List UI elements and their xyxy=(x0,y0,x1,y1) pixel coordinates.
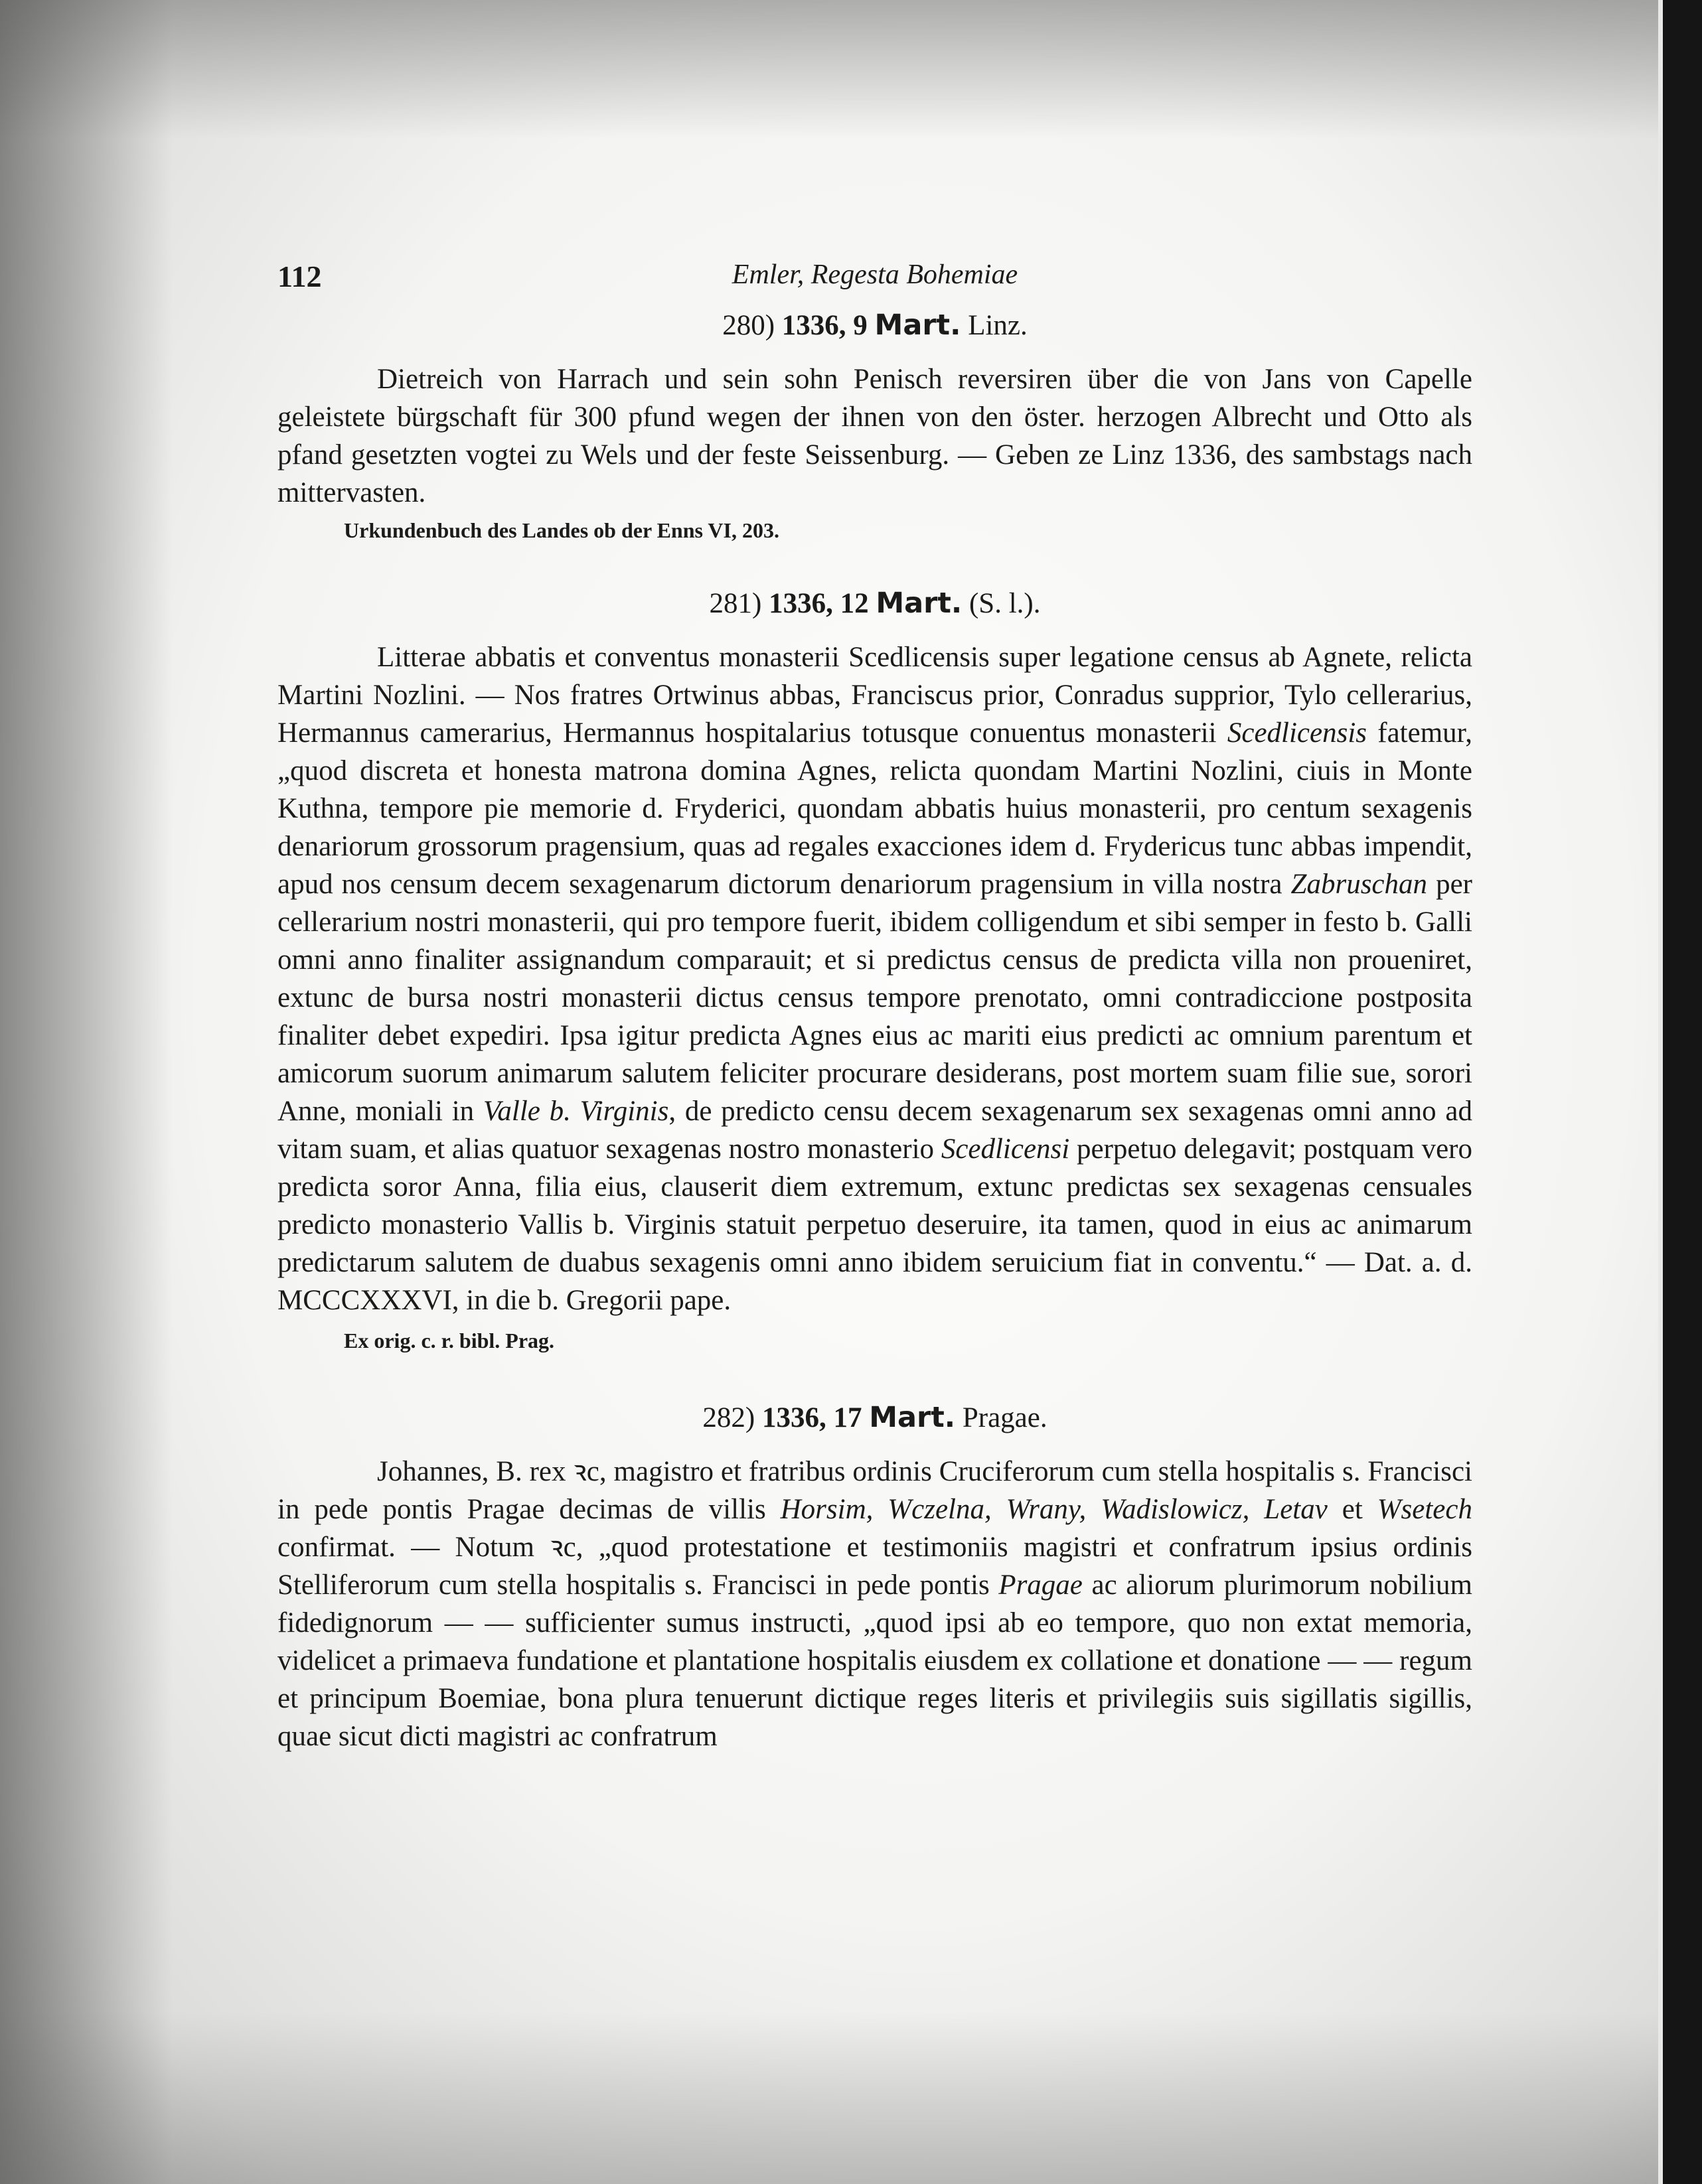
entry-date: 1336, 9 xyxy=(781,310,868,341)
entry-281-text xyxy=(277,638,1472,1319)
text-segment: Litterae abbatis et conventus monasterii Scedlicensis super legatione census ab Agnete, relicta Martini Nozlini. — Nos fratres Ortwinus abbas, Franciscus prior, Conradus supprior, Tylo cellerarius, Hermannus camerarius, Hermannus hospitalarius totusque conuentus monasterii xyxy=(277,642,1472,749)
text-segment: ac aliorum plurimorum nobilium fidedignorum — — sufficienter sumus instructi, „quod ipsi ab eo tempore, quo non extat memoria, videlicet a primaeva fundatione et plantatione hospitalis eiusdem ex collatione et donatione — — regum et principum Boemiae, bona plura tenuerunt dictique reges literis et privilegiis suis sigillatis sigillis, quae sicut dicti magistri ac confratrum xyxy=(277,1569,1472,1752)
italic-place-name: Wsetech xyxy=(1377,1494,1472,1525)
entry-282-heading xyxy=(277,1398,1472,1438)
entry-281-source: Ex orig. c. r. bibl. Prag. xyxy=(344,1329,555,1352)
text-segment: fatemur, „quod discreta et honesta matrona domina Agnes, relicta quondam Martini Nozlini, ciuis in Monte Kuthna, tempore pie memorie d. Fryderici, quondam abbatis huius monasterii, pro centum sexagenis denariorum grossorum pragensium, quas ad regales exacciones idem d. Frydericus tunc abbas impendit, apud nos censum decem sexagenarum dictorum denariorum pragensium in villa nostra xyxy=(277,717,1472,900)
entry-280-text: Dietreich von Harrach und sein sohn Penisch reversiren über die von Jans von Capelle geleistete bürgschaft für 300 pfund wegen der ihnen von den öster. herzogen Albrecht und Otto als pfand gesetzten vogtei zu Wels und der feste Seissenburg. — Geben ze Linz 1336, des sambstags nach mittervasten. xyxy=(277,364,1472,508)
text-segment: et xyxy=(1327,1494,1377,1525)
entry-282-text xyxy=(277,1453,1472,1755)
entry-date: 1336, 12 xyxy=(769,588,869,619)
entry-280-heading xyxy=(277,305,1472,346)
page-number: 112 xyxy=(277,259,322,293)
entry-number: 282) xyxy=(702,1402,755,1433)
entry-number: 280) xyxy=(722,310,775,341)
entry-number: 281) xyxy=(709,588,762,619)
italic-place-name: Scedlicensi xyxy=(941,1133,1070,1165)
running-head xyxy=(277,259,1472,305)
italic-place-name: Zabruschan xyxy=(1290,869,1428,900)
text-segment: , de predicto censu decem sexagenarum sex sexagenas omni anno ad vitam suam, et alias quatuor sexagenas nostro monasterio xyxy=(277,1096,1472,1165)
italic-place-name: Scedlicensis xyxy=(1227,717,1367,749)
page-edge xyxy=(1658,0,1663,2184)
italic-place-name: Horsim, Wczelna, Wrany, Wadislowicz, Letav xyxy=(780,1494,1328,1525)
entry-280-source: Urkundenbuch des Landes ob der Enns VI, 203. xyxy=(344,518,779,542)
italic-place-name: Pragae xyxy=(998,1569,1083,1601)
running-title: Emler, Regesta Bohemiae xyxy=(732,259,1018,290)
page-content xyxy=(277,259,1472,1755)
entry-month: Mart. xyxy=(874,309,961,342)
entry-place: Linz. xyxy=(968,310,1028,341)
scan-shadow-top xyxy=(0,0,1663,139)
text-segment: per cellerarium nostri monasterii, qui pro tempore fuerit, ibidem colligendum et sibi semper in festo b. Galli omni anno finaliter assignandum comparauit; et si predictus census de predicta villa non proueniret, extunc de bursa nostri monasterii dictus census tempore prenotato, omni contradiccione postposita finaliter debet expediri. Ipsa igitur predicta Agnes eius ac mariti eius predicti ac omnium parentum et amicorum suorum animarum salutem feliciter procurare desiderans, post mortem suam filie sue, sorori Anne, moniali in xyxy=(277,869,1472,1127)
text-segment: confirmat. — Notum ꝛc, „quod protestatione et testimoniis magistri et confratrum ipsius ordinis Stelliferorum cum stella hospitalis s. Francisci in pede pontis xyxy=(277,1532,1472,1601)
entry-place: (S. l.). xyxy=(968,588,1041,619)
entry-date: 1336, 17 xyxy=(761,1402,862,1433)
italic-place-name: Valle b. Virginis xyxy=(483,1096,669,1127)
text-segment: perpetuo delegavit; postquam vero predicta soror Anna, filia eius, clauserit diem extremum, extunc predictas sex sexagenas censuales predicto monasterio Vallis b. Virginis statuit perpetuo deseruire, ita tamen, quod in eius ac animarum predictarum salutem de duabus sexagenis omni anno ibidem seruicium fiat in conventu.“ — Dat. a. d. MCCCXXXVI, in die b. Gregorii pape. xyxy=(277,1133,1472,1316)
scan-border xyxy=(1663,0,1702,2184)
entry-month: Mart. xyxy=(876,587,963,620)
text-segment: Johannes, B. rex ꝛc, magistro et fratribus ordinis Cruciferorum cum stella hospitalis s. Francisci in pede pontis Pragae decimas de villis xyxy=(277,1456,1472,1525)
scan-shadow-bottom xyxy=(0,2011,1663,2184)
entry-place: Pragae. xyxy=(962,1402,1047,1433)
scan-shadow-left xyxy=(0,0,173,2184)
entry-month: Mart. xyxy=(869,1401,956,1434)
entry-281-heading xyxy=(277,583,1472,624)
